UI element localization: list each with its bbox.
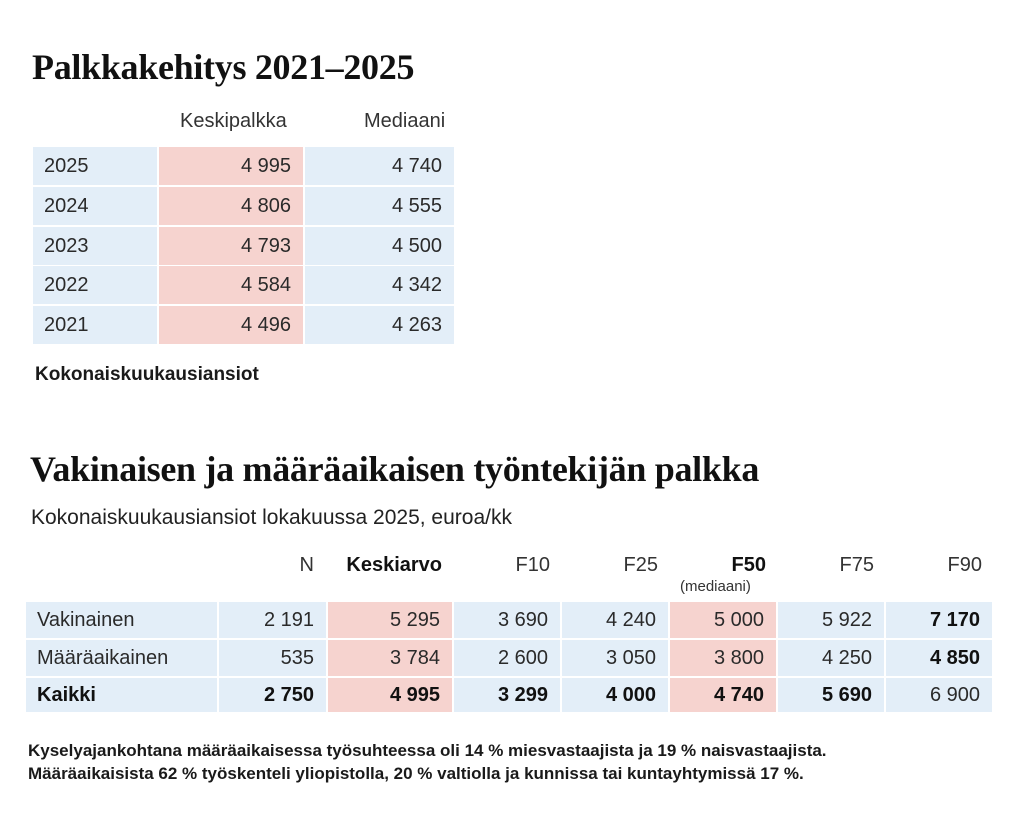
table1-footnote: Kokonaiskuukausiansiot — [35, 364, 259, 385]
table2-cell-keskiarvo: 5 295 — [328, 602, 452, 638]
table2-cell-f10: 3 690 — [454, 602, 560, 638]
table1-keskipalkka: 4 806 — [159, 187, 303, 225]
table2-header-f75: F75 — [839, 554, 874, 576]
table2-cell-f25: 4 000 — [562, 678, 668, 712]
table2-cell-f50: 4 740 — [670, 678, 776, 712]
table2-title: Vakinaisen ja määräaikaisen työntekijän palkka — [30, 449, 760, 489]
table2-cell-f10: 3 299 — [454, 678, 560, 712]
table1-year: 2024 — [33, 187, 157, 225]
table2-cell-keskiarvo: 3 784 — [328, 640, 452, 676]
table2-header-f50: F50 — [731, 554, 766, 576]
table1-keskipalkka: 4 584 — [159, 266, 303, 304]
table2-row-label: Kaikki — [26, 678, 217, 712]
table1-mediaani: 4 555 — [305, 187, 454, 225]
table1-title: Palkkakehitys 2021–2025 — [32, 47, 415, 87]
table2-cell-keskiarvo: 4 995 — [328, 678, 452, 712]
table2-header-f25: F25 — [623, 554, 658, 576]
table1-mediaani: 4 500 — [305, 227, 454, 265]
table2-cell-f10: 2 600 — [454, 640, 560, 676]
table1-mediaani: 4 740 — [305, 147, 454, 185]
table2-cell-f75: 5 922 — [778, 602, 884, 638]
table2-cell-f90: 4 850 — [886, 640, 992, 676]
table1-year: 2025 — [33, 147, 157, 185]
table2-note-line2: Määräaikaisista 62 % työskenteli yliopistolla, 20 % valtiolla ja kunnissa tai kuntayhtymissä 17 %. — [28, 764, 804, 783]
table2-cell-n: 2 750 — [219, 678, 326, 712]
table1-header-mediaani: Mediaani — [364, 110, 446, 132]
table2-cell-f75: 5 690 — [778, 678, 884, 712]
table1-year: 2022 — [33, 266, 157, 304]
table1-year: 2021 — [33, 306, 157, 344]
table2-cell-f50: 5 000 — [670, 602, 776, 638]
table1-year: 2023 — [33, 227, 157, 265]
table1-mediaani: 4 342 — [305, 266, 454, 304]
table2-cell-f90: 7 170 — [886, 602, 992, 638]
table1-keskipalkka: 4 496 — [159, 306, 303, 344]
table2-header-f10: F10 — [515, 554, 550, 576]
table2-cell-n: 2 191 — [219, 602, 326, 638]
table2-header-n: N — [299, 554, 314, 576]
table2-header-keskiarvo: Keskiarvo — [346, 554, 442, 576]
table2-row-label: Vakinainen — [26, 602, 217, 638]
table2-header-f90: F90 — [947, 554, 982, 576]
table2-cell-n: 535 — [219, 640, 326, 676]
table2-note-line1: Kyselyajankohtana määräaikaisessa työsuhteessa oli 14 % miesvastaajista ja 19 % naisvastaajista. — [28, 741, 827, 760]
table2-cell-f75: 4 250 — [778, 640, 884, 676]
table2-cell-f90: 6 900 — [886, 678, 992, 712]
table1-header-keskipalkka: Keskipalkka — [180, 110, 287, 132]
table2-cell-f25: 4 240 — [562, 602, 668, 638]
table1-keskipalkka: 4 793 — [159, 227, 303, 265]
table2-row-label: Määräaikainen — [26, 640, 217, 676]
table2-header-f50-sub: (mediaani) — [680, 578, 751, 595]
table1-mediaani: 4 263 — [305, 306, 454, 344]
table2-cell-f25: 3 050 — [562, 640, 668, 676]
table1-keskipalkka: 4 995 — [159, 147, 303, 185]
table2-cell-f50: 3 800 — [670, 640, 776, 676]
table2-subtitle: Kokonaiskuukausiansiot lokakuussa 2025, euroa/kk — [31, 506, 512, 529]
